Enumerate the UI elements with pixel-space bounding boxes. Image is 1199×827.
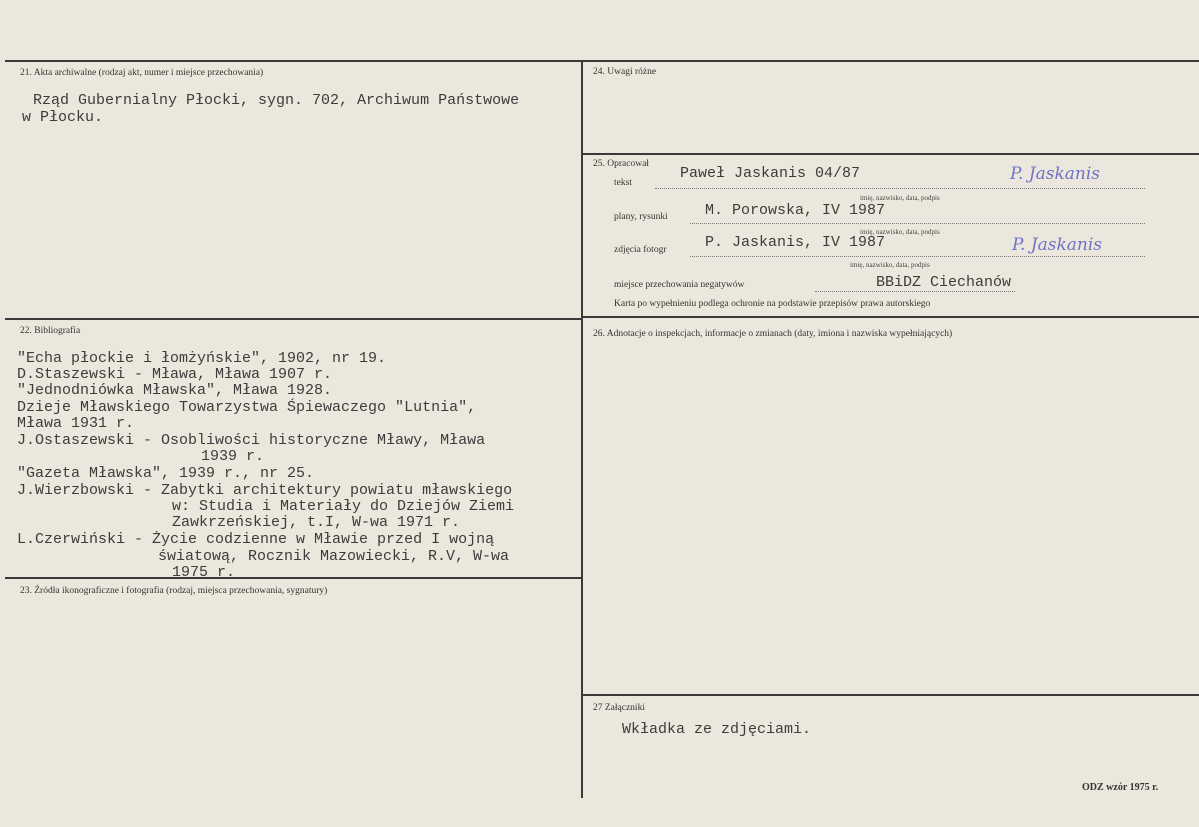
right-rule-25-26 [582, 316, 1199, 318]
zdjecia-caption: imię, nazwisko, data, podpis [850, 261, 930, 269]
tekst-caption: imię, nazwisko, data, podpis [860, 194, 940, 202]
s21-line-2: w Płocku. [22, 109, 104, 126]
form-model-note: ODZ wzór 1975 r. [1082, 782, 1159, 793]
bib-line-7: 1939 r. [201, 448, 265, 465]
section-27-label: 27 Załączniki [593, 703, 645, 713]
tekst-signature: P. Jaskanis [1010, 164, 1101, 184]
section-25-label: 25. Opracował [593, 159, 649, 169]
bib-line-10: w: Studia i Materiały do Dziejów Ziemi [172, 498, 515, 515]
bib-line-9: J.Wierzbowski - Zabytki architektury powiatu mławskiego [17, 482, 513, 499]
bib-line-11: Zawkrzeńskiej, t.I, W-wa 1971 r. [172, 514, 461, 531]
tekst-dotted-line [655, 187, 1145, 189]
bib-line-4: Dzieje Mławskiego Towarzystwa Śpiewaczego "Lutnia", [17, 399, 477, 416]
right-rule-24-25 [582, 153, 1199, 155]
section-21-label: 21. Akta archiwalne (rodzaj akt, numer i miejsce przechowania) [20, 68, 264, 78]
plany-label: plany, rysunki [614, 212, 668, 222]
tekst-label: tekst [614, 178, 632, 188]
plany-dotted-line [690, 222, 1145, 224]
negatywy-value: BBiDZ Ciechanów [876, 274, 1012, 291]
copyright-note: Karta po wypełnieniu podlega ochronie na podstawie przepisów prawa autorskiego [614, 299, 931, 309]
zdjecia-signature: P. Jaskanis [1012, 235, 1103, 255]
center-divider [581, 61, 583, 798]
right-rule-26-27 [582, 694, 1199, 696]
bib-line-2: D.Staszewski - Mława, Mława 1907 r. [17, 366, 333, 383]
bib-line-3: "Jednodniówka Mławska", Mława 1928. [17, 382, 333, 399]
section-26-label: 26. Adnotacje o inspekcjach, informacje o zmianach (daty, imiona i nazwiska wypełniających) [593, 329, 953, 339]
tekst-value: Paweł Jaskanis 04/87 [680, 165, 861, 182]
bib-line-1: "Echa płockie i łomżyńskie", 1902, nr 19. [17, 350, 387, 367]
s21-line-1: Rząd Gubernialny Płocki, sygn. 702, Archiwum Państwowe [33, 92, 520, 109]
bib-line-13: światową, Rocznik Mazowiecki, R.V, W-wa [158, 548, 510, 565]
zdjecia-label: zdjęcia fotogr [614, 245, 667, 255]
bib-line-12: L.Czerwiński - Życie codzienne w Mławie przed I wojną [17, 531, 495, 548]
section-23-label: 23. Źródła ikonograficzne i fotografia (rodzaj, miejsca przechowania, sygnatury) [20, 586, 328, 596]
section-22-label: 22. Bibliografia [20, 326, 81, 336]
zdjecia-dotted-line [690, 255, 1145, 257]
negatywy-label: miejsce przechowania negatywów [614, 280, 745, 290]
bib-line-14: 1975 r. [172, 564, 236, 581]
negatywy-dotted-line [815, 290, 1015, 292]
plany-caption: imię, nazwisko, data, podpis [860, 228, 940, 236]
rule-23 [5, 577, 582, 579]
zdjecia-value: P. Jaskanis, IV 1987 [705, 234, 886, 251]
rule-22 [5, 318, 582, 320]
top-border [5, 60, 1199, 62]
plany-value: M. Porowska, IV 1987 [705, 202, 886, 219]
bib-line-6: J.Ostaszewski - Osobliwości historyczne Mławy, Mława [17, 432, 486, 449]
bib-line-8: "Gazeta Mławska", 1939 r., nr 25. [17, 465, 315, 482]
bib-line-5: Mława 1931 r. [17, 415, 135, 432]
section-24-label: 24. Uwagi różne [593, 67, 657, 77]
attachment-value: Wkładka ze zdjęciami. [622, 721, 812, 738]
